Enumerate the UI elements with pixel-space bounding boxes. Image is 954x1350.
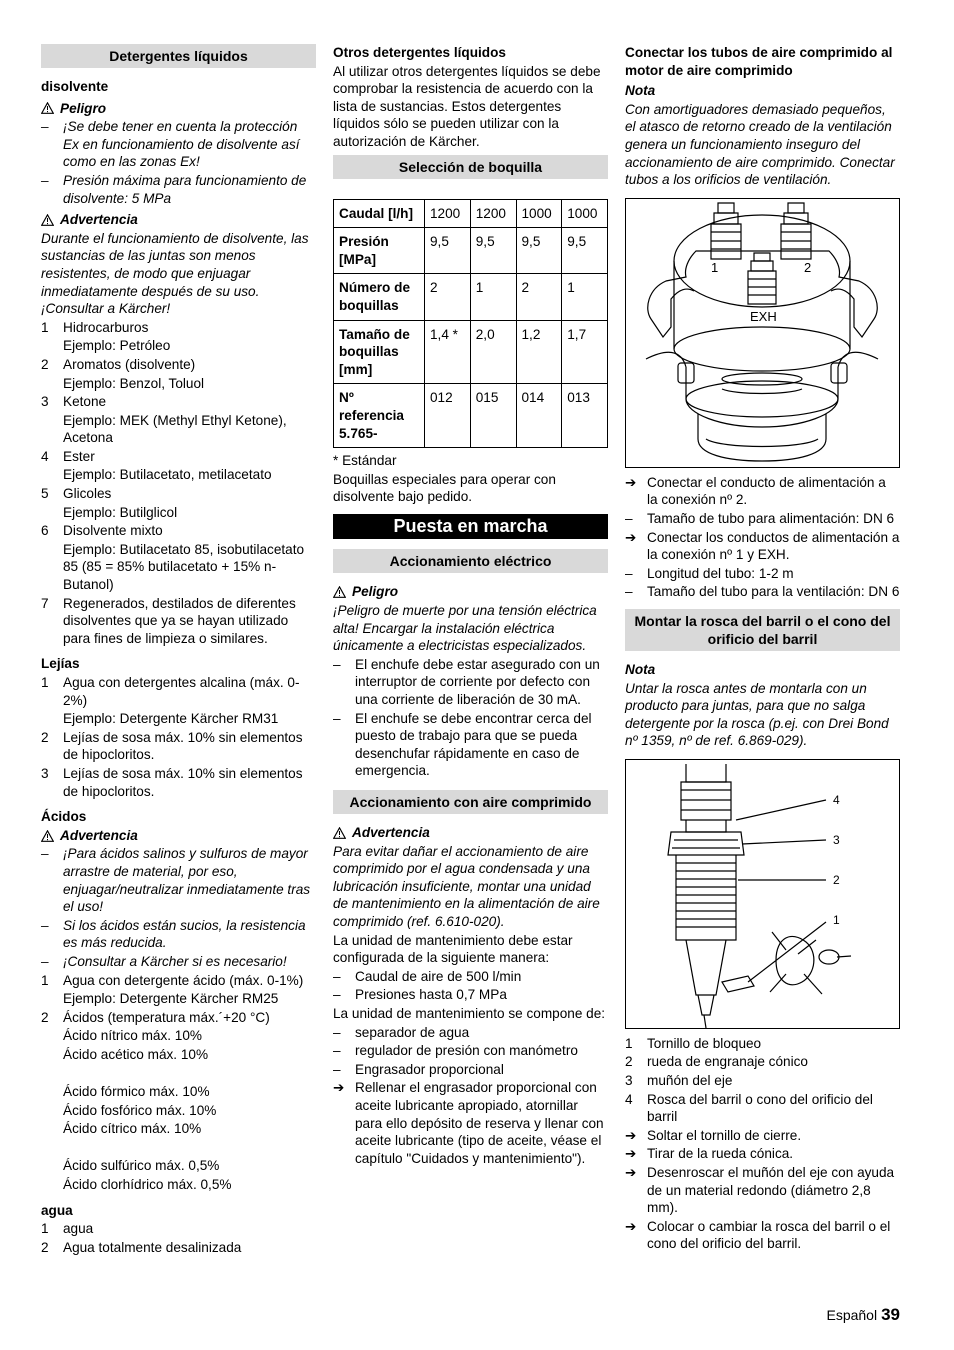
list-example: Ejemplo: Petróleo	[63, 338, 171, 354]
list-number: 5	[41, 486, 49, 502]
paragraph-otros: Al utilizar otros detergentes líquidos se debe comprobar la resistencia de acuerdo con la lista de sustancias. Estos detergentes líquidos sólo se pueden utilizar con la autorización de Kärcher.	[333, 63, 601, 149]
section-heading-electrico: Accionamiento eléctrico	[333, 549, 608, 573]
table-header-cell: Presión [MPa]	[334, 228, 425, 274]
list-text: Tamaño del tubo para la ventilación: DN 6	[647, 584, 900, 600]
page-footer	[826, 1306, 900, 1325]
column-middle	[333, 44, 608, 1168]
arrow-icon: ➔	[625, 529, 637, 545]
list-item	[41, 172, 316, 207]
list-text: Tamaño de tubo para alimentación: DN 6	[647, 510, 895, 526]
table-cell: 2,0	[470, 320, 516, 384]
list-item	[41, 393, 316, 411]
list-item	[41, 118, 316, 171]
list-text: Presión máxima para funcionamiento de disolvente: 5 MPa	[63, 172, 307, 206]
list-item	[625, 1218, 900, 1253]
list-text: Hidrocarburos	[63, 319, 149, 335]
footer-language: Español	[826, 1307, 878, 1323]
list-text: Colocar o cambiar la rosca del barril o el cono del orificio del barril.	[647, 1218, 891, 1252]
list-marker: –	[333, 1024, 341, 1040]
list-item	[41, 319, 316, 337]
warning-body: Para evitar dañar el accionamiento de aire comprimido por el agua condensada y una lubricación insuficiente, montar una unidad de mantenimiento en la alimentación de aire comprimido (ref. 6.610-020).	[333, 843, 600, 929]
table-header-cell: Nº referencia 5.765-	[334, 384, 425, 448]
list-text: Ácidos (temperatura máx.´+20 °C)	[63, 1009, 270, 1025]
list-marker: –	[333, 710, 341, 726]
list-number: 1	[41, 972, 49, 988]
table-cell: 1200	[470, 199, 516, 228]
list-text: separador de agua	[355, 1024, 470, 1040]
list-text: El enchufe debe estar asegurado con un interruptor de corriente por defecto con una corriente de liberación de 30 mA.	[355, 656, 600, 708]
table-cell: 1000	[562, 199, 608, 228]
table-cell: 9,5	[516, 228, 562, 274]
list-text: muñón del eje	[647, 1073, 733, 1089]
list-text: Agua totalmente desalinizada	[63, 1239, 242, 1255]
warning-triangle-icon	[333, 586, 346, 598]
list-item	[333, 656, 608, 709]
list-text: Aromatos (disolvente)	[63, 356, 196, 372]
chapter-heading-puesta: Puesta en marcha	[333, 514, 608, 540]
table-header-cell: Número de boquillas	[334, 274, 425, 320]
list-example: Ejemplo: Butilacetato 85, isobutilacetato 85 (85 = 85% butilacetato + 15% n-Butanol)	[63, 541, 305, 593]
list-text: Engrasador proporcional	[355, 1061, 504, 1077]
fig-label-1: 1	[833, 912, 840, 927]
section-heading-detergentes: Detergentes líquidos	[41, 44, 316, 68]
table-cell: 9,5	[425, 228, 471, 274]
list-example: Ejemplo: Detergente Kärcher RM25	[63, 991, 279, 1007]
list-text: Rosca del barril o cono del orificio del barril	[647, 1091, 873, 1125]
list-marker: –	[41, 953, 49, 969]
table-cell: 1,2	[516, 320, 562, 384]
list-item	[625, 510, 900, 528]
list-marker: –	[333, 968, 341, 984]
list-item	[41, 1220, 316, 1238]
list-number: 1	[41, 1221, 49, 1237]
list-item	[41, 674, 316, 709]
table-cell: 1	[562, 274, 608, 320]
list-example: Ejemplo: MEK (Methyl Ethyl Ketone), Acetona	[63, 412, 287, 446]
list-marker: –	[625, 565, 633, 581]
list-item	[625, 583, 900, 601]
arrow-icon: ➔	[625, 1218, 637, 1234]
acid-line: Ácido clorhídrico máx. 0,5%	[63, 1177, 232, 1193]
figure-barrel-thread	[625, 759, 900, 1029]
arrow-icon: ➔	[625, 1165, 637, 1181]
barrel-thread-illustration	[626, 760, 899, 1028]
acid-line: Ácido acético máx. 10%	[63, 1046, 209, 1062]
list-number: 2	[625, 1054, 633, 1070]
list-text: regulador de presión con manómetro	[355, 1043, 578, 1059]
arrow-icon: ➔	[333, 1080, 345, 1096]
list-number: 1	[41, 675, 49, 690]
list-item	[41, 917, 316, 952]
table-cell: 1200	[425, 199, 471, 228]
list-number: 4	[41, 448, 49, 464]
subheading-otros: Otros detergentes líquidos	[333, 45, 506, 60]
table-cell: 1	[470, 274, 516, 320]
list-text: Glicoles	[63, 486, 112, 502]
danger-text: Peligro	[60, 100, 107, 116]
list-text: Desenroscar el muñón del eje con ayuda de un material redondo (diámetro 2,8 mm).	[647, 1165, 895, 1216]
list-text: Ketone	[63, 394, 107, 410]
list-number: 6	[41, 523, 49, 539]
list-text: Lejías de sosa máx. 10% sin elementos de hipocloritos.	[63, 729, 303, 763]
list-text: El enchufe se debe encontrar cerca del puesto de trabajo para que se pueda desenchufar rápidamente en caso de emergencia.	[355, 710, 592, 779]
list-marker: –	[625, 510, 633, 526]
warning-body: Durante el funcionamiento de disolvente, las sustancias de las juntas son menos resistentes, de modo que enjuagar inmediatamente después de su uso. ¡Consultar a Kärcher!	[41, 230, 309, 317]
list-item	[41, 485, 316, 503]
subheading-acidos: Ácidos	[41, 809, 87, 825]
list-item	[41, 729, 316, 764]
list-marker: –	[333, 987, 341, 1003]
list-item	[625, 1072, 900, 1090]
list-text: Longitud del tubo: 1-2 m	[647, 565, 794, 581]
list-item	[333, 1024, 608, 1042]
table-cell: 2	[425, 274, 471, 320]
fig-label-2: 2	[833, 872, 840, 887]
fig-label-1: 1	[711, 259, 719, 275]
warning-triangle-icon	[333, 827, 346, 839]
table-header-cell: Tamaño de boquillas [mm]	[334, 320, 425, 384]
fig-label-2: 2	[804, 259, 812, 275]
fig-label-exh: EXH	[750, 308, 777, 324]
list-item	[41, 1239, 316, 1257]
acid-line: Ácido sulfúrico máx. 0,5%	[63, 1158, 220, 1174]
danger-body: ¡Peligro de muerte por una tensión eléctrica alta! Encargar la instalación eléctrica únicamente a electricistas especializados.	[333, 603, 597, 654]
list-item	[333, 986, 608, 1004]
table-row	[334, 199, 608, 228]
list-marker: –	[625, 584, 633, 600]
list-item	[333, 1061, 608, 1079]
list-text: Ester	[63, 448, 95, 464]
list-item	[333, 1042, 608, 1060]
list-item	[41, 448, 316, 466]
note-label: Nota	[625, 661, 656, 677]
list-text: Presiones hasta 0,7 MPa	[355, 987, 507, 1003]
note-label: Nota	[625, 83, 656, 99]
table-cell: 012	[425, 384, 471, 448]
list-marker: –	[41, 119, 49, 135]
warning-label	[41, 827, 316, 845]
table-cell: 1000	[516, 199, 562, 228]
nozzle-table	[333, 199, 608, 449]
list-number: 2	[41, 729, 49, 745]
list-item	[625, 1035, 900, 1053]
list-number: 1	[625, 1035, 633, 1051]
arrow-icon: ➔	[625, 1146, 637, 1162]
subheading-conectar: Conectar los tubos de aire comprimido al motor de aire comprimido	[625, 45, 893, 78]
paragraph-boquillas: Boquillas especiales para operar con disolvente bajo pedido.	[333, 471, 556, 505]
table-cell: 2	[516, 274, 562, 320]
list-item	[41, 953, 316, 971]
subheading-agua: agua	[41, 1202, 73, 1218]
column-left	[41, 44, 316, 1257]
warning-text: Advertencia	[352, 825, 430, 840]
warning-label	[41, 211, 316, 229]
list-text: ¡Para ácidos salinos y sulfuros de mayor arrastre de material, por eso, enjuagar/neutralizar inmediatamente tras el uso!	[63, 846, 311, 915]
table-cell: 9,5	[470, 228, 516, 274]
list-item	[41, 522, 316, 540]
list-text: agua	[63, 1221, 94, 1237]
list-number: 2	[41, 1239, 49, 1255]
column-right	[625, 44, 900, 1254]
list-text: Rellenar el engrasador proporcional con aceite lubricante apropiado, atornillar para ello depósito de reserva y llenar con aceite lubricante (tipo de aceite, véase el capítulo "Cuidados y mantenimiento").	[355, 1080, 604, 1166]
subheading-disolvente: disolvente	[41, 79, 109, 94]
list-item	[41, 1009, 316, 1027]
list-item	[625, 1053, 900, 1071]
section-heading-rosca: Montar la rosca del barril o el cono del orificio del barril	[625, 609, 900, 651]
list-number: 7	[41, 595, 49, 611]
blank-line	[41, 1064, 316, 1082]
list-text: Tirar de la rueda cónica.	[647, 1146, 794, 1162]
paragraph-componentes: La unidad de mantenimiento se compone de:	[333, 1005, 606, 1021]
list-item	[41, 356, 316, 374]
acid-line: Ácido nítrico máx. 10%	[63, 1028, 203, 1044]
warning-triangle-icon	[41, 214, 54, 226]
list-text: Lejías de sosa máx. 10% sin elementos de hipocloritos.	[63, 765, 303, 799]
list-marker: –	[41, 172, 49, 188]
table-footnote: * Estándar	[333, 453, 397, 469]
list-item	[625, 1145, 900, 1163]
list-text: Si los ácidos están sucios, la resistencia es más reducida.	[63, 917, 306, 951]
list-number: 3	[41, 394, 49, 410]
note-body: Con amortiguadores demasiado pequeños, el atasco de retorno creado de la ventilación genera un funcionamiento inseguro del accionamiento de aire comprimido. Conectar tubos a los orificios de ventilación.	[625, 101, 895, 188]
table-row	[334, 274, 608, 320]
list-item	[625, 1091, 900, 1126]
fig-label-4: 4	[833, 792, 840, 807]
list-text: Disolvente mixto	[63, 523, 163, 539]
list-text: ¡Consultar a Kärcher si es necesario!	[63, 953, 287, 969]
list-item	[625, 1164, 900, 1217]
list-text: ¡Se debe tener en cuenta la protección Ex en funcionamiento de disolvente así como en las zonas Ex!	[63, 119, 300, 170]
list-number: 4	[625, 1091, 633, 1107]
list-marker: –	[333, 1043, 341, 1059]
section-heading-aire: Accionamiento con aire comprimido	[333, 790, 608, 814]
section-heading-boquilla: Selección de boquilla	[333, 155, 608, 179]
table-cell: 014	[516, 384, 562, 448]
list-marker: –	[333, 656, 341, 672]
table-row	[334, 384, 608, 448]
warning-label	[333, 824, 608, 842]
warning-text: Advertencia	[60, 827, 138, 843]
list-item	[625, 1127, 900, 1145]
acid-line: Ácido cítrico máx. 10%	[63, 1121, 202, 1137]
list-text: Soltar el tornillo de cierre.	[647, 1127, 802, 1143]
list-number: 2	[41, 1009, 49, 1025]
table-header-cell: Caudal [l/h]	[334, 199, 425, 228]
list-text: Tornillo de bloqueo	[647, 1035, 762, 1051]
danger-text: Peligro	[352, 584, 399, 600]
page-number: 39	[881, 1305, 900, 1324]
list-marker: –	[41, 846, 49, 862]
table-cell: 013	[562, 384, 608, 448]
list-item	[41, 765, 316, 800]
table-row	[334, 320, 608, 384]
list-text: Agua con detergente ácido (máx. 0-1%)	[63, 972, 304, 988]
warning-triangle-icon	[41, 830, 54, 842]
list-marker: –	[41, 917, 49, 933]
list-item	[41, 595, 316, 648]
acid-line: Ácido fosfórico máx. 10%	[63, 1102, 217, 1118]
list-text: Agua con detergentes alcalina (máx. 0-2%)	[63, 675, 300, 708]
figure-air-motor	[625, 198, 900, 468]
table-cell: 9,5	[562, 228, 608, 274]
list-number: 3	[41, 765, 49, 781]
list-number: 1	[41, 319, 49, 335]
list-example: Ejemplo: Detergente Kärcher RM31	[63, 711, 279, 727]
acid-line: Ácido fórmico máx. 10%	[63, 1084, 210, 1100]
list-text: Caudal de aire de 500 l/min	[355, 968, 522, 984]
arrow-icon: ➔	[625, 474, 637, 490]
list-marker: –	[333, 1061, 341, 1077]
warning-text: Advertencia	[60, 212, 138, 228]
list-text: rueda de engranaje cónico	[647, 1054, 808, 1070]
subheading-lejias: Lejías	[41, 656, 80, 672]
danger-label	[333, 583, 608, 601]
blank-line	[41, 1139, 316, 1157]
list-item	[41, 845, 316, 915]
list-text: Conectar los conductos de alimentación a la conexión nº 1 y EXH.	[647, 529, 900, 563]
table-cell: 015	[470, 384, 516, 448]
list-number: 2	[41, 356, 49, 372]
danger-label	[41, 100, 316, 118]
table-cell: 1,4 *	[425, 320, 471, 384]
list-item	[625, 474, 900, 509]
list-item	[333, 968, 608, 986]
paragraph-config: La unidad de mantenimiento debe estar configurada de la siguiente manera:	[333, 932, 573, 966]
warning-triangle-icon	[41, 102, 54, 114]
arrow-icon: ➔	[625, 1127, 637, 1143]
list-example: Ejemplo: Butilacetato, metilacetato	[63, 467, 272, 483]
air-motor-illustration	[626, 199, 899, 467]
list-item	[625, 529, 900, 564]
fig-label-3: 3	[833, 832, 840, 847]
list-item	[333, 710, 608, 780]
list-item	[333, 1079, 608, 1167]
table-cell: 1,7	[562, 320, 608, 384]
list-item	[41, 972, 316, 990]
list-example: Ejemplo: Benzol, Toluol	[63, 375, 205, 391]
list-example: Ejemplo: Butilglicol	[63, 504, 178, 520]
list-text: Conectar el conducto de alimentación a la conexión nº 2.	[647, 474, 886, 508]
list-item	[625, 565, 900, 583]
note-body: Untar la rosca antes de montarla con un producto para juntas, para que no salga detergente por la rosca (p.ej. con Drei Bond nº 1359, nº de ref. 6.869-029).	[625, 680, 889, 749]
list-number: 3	[625, 1073, 633, 1089]
table-row	[334, 228, 608, 274]
list-text: Regenerados, destilados de diferentes disolventes que ya se hayan utilizado para fines de limpieza o similares.	[63, 595, 296, 646]
